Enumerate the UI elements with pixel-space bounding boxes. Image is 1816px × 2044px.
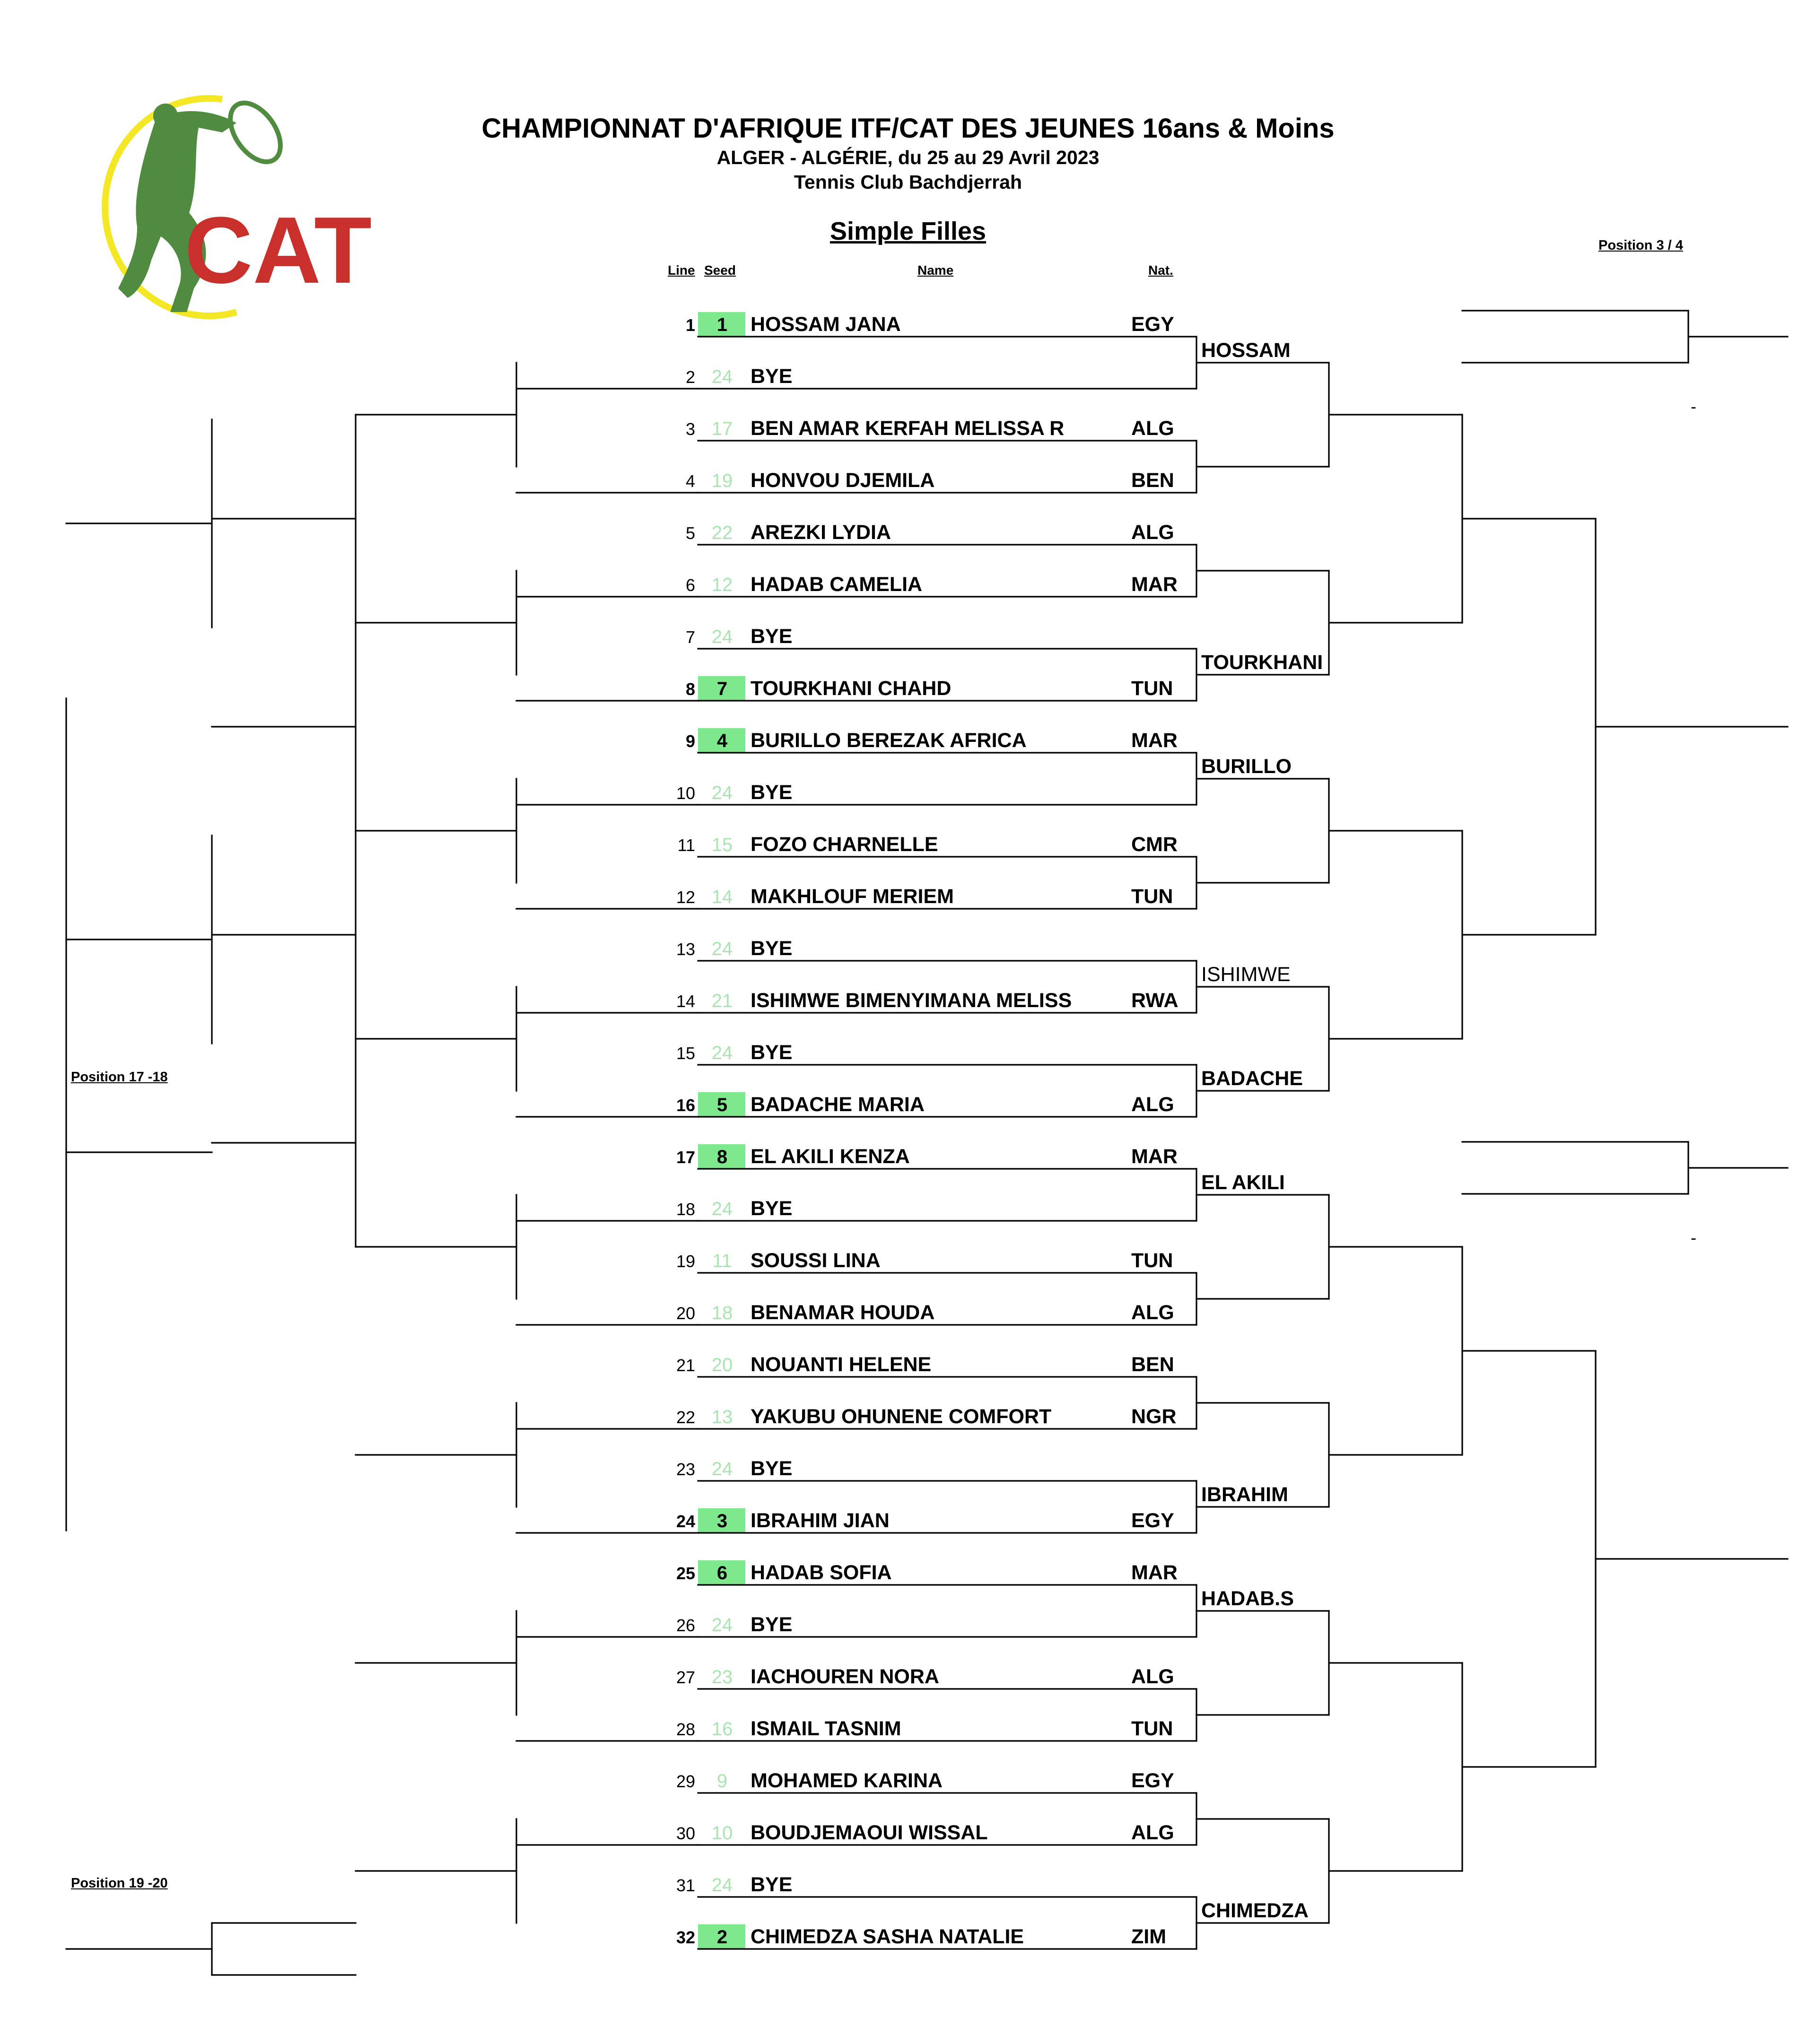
player-name: BYE xyxy=(751,937,793,960)
seed-number: 24 xyxy=(711,366,733,387)
player-nationality: ALG xyxy=(1131,1665,1174,1688)
column-header-seed: Seed xyxy=(704,263,736,278)
player-name: IBRAHIM JIAN xyxy=(751,1509,890,1532)
seed-number: 22 xyxy=(711,522,733,543)
player-nationality: CMR xyxy=(1131,833,1178,856)
line-number: 11 xyxy=(677,835,695,855)
seed-number: 7 xyxy=(716,678,728,699)
r1-winner-name: BURILLO xyxy=(1201,755,1292,778)
tournament-location-dates: ALGER - ALGÉRIE, du 25 au 29 Avril 2023 xyxy=(716,147,1100,168)
tournament-venue: Tennis Club Bachdjerrah xyxy=(794,171,1022,193)
player-nationality: TUN xyxy=(1131,1249,1173,1272)
player-nationality: BEN xyxy=(1131,469,1174,492)
seed-number: 23 xyxy=(711,1667,733,1687)
player-name: CHIMEDZA SASHA NATALIE xyxy=(751,1925,1024,1948)
player-name: HADAB CAMELIA xyxy=(751,573,923,596)
player-nationality: MAR xyxy=(1131,729,1178,752)
seed-number: 6 xyxy=(716,1563,728,1583)
player-nationality: EGY xyxy=(1131,313,1174,336)
position-3-4-label: Position 3 / 4 xyxy=(1598,238,1683,253)
player-name: BOUDJEMAOUI WISSAL xyxy=(751,1821,988,1844)
r1-winner-name: HADAB.S xyxy=(1201,1587,1294,1610)
seed-number: 24 xyxy=(711,626,733,647)
line-number: 3 xyxy=(685,419,695,439)
player-name: YAKUBU OHUNENE COMFORT xyxy=(751,1405,1052,1428)
player-nationality: EGY xyxy=(1131,1769,1174,1792)
player-name: SOUSSI LINA xyxy=(751,1249,881,1272)
tournament-title: CHAMPIONNAT D'AFRIQUE ITF/CAT DES JEUNES 16ans & Moins xyxy=(481,113,1335,144)
seed-number: 16 xyxy=(711,1719,733,1740)
line-number: 32 xyxy=(676,1928,695,1947)
r1-winner-name: CHIMEDZA xyxy=(1201,1899,1309,1922)
seed-number: 24 xyxy=(711,1615,733,1635)
seed-number: 19 xyxy=(711,470,733,491)
seed-number: 24 xyxy=(711,1043,733,1063)
line-number: 23 xyxy=(676,1460,695,1479)
player-name: BYE xyxy=(751,1457,793,1480)
r1-winner-name: HOSSAM xyxy=(1201,339,1291,362)
player-name: BYE xyxy=(751,365,793,388)
seed-number: 8 xyxy=(716,1147,728,1167)
player-name: HADAB SOFIA xyxy=(751,1561,892,1584)
player-nationality: ZIM xyxy=(1131,1925,1167,1948)
player-name: BURILLO BEREZAK AFRICA xyxy=(751,729,1027,752)
player-nationality: TUN xyxy=(1131,1717,1173,1740)
r1-winner-name: IBRAHIM xyxy=(1201,1483,1288,1506)
position-17-18-label: Position 17 -18 xyxy=(71,1070,168,1085)
line-number: 20 xyxy=(676,1304,695,1323)
line-number: 14 xyxy=(676,992,695,1011)
line-number: 28 xyxy=(676,1720,695,1739)
position-19-20-label: Position 19 -20 xyxy=(71,1876,168,1891)
player-nationality: TUN xyxy=(1131,677,1173,700)
player-nationality: MAR xyxy=(1131,1145,1178,1168)
seed-number: 1 xyxy=(716,314,728,335)
seed-number: 2 xyxy=(716,1927,728,1948)
player-name: MOHAMED KARINA xyxy=(751,1769,943,1792)
player-name: BYE xyxy=(751,781,793,804)
line-number: 25 xyxy=(676,1564,695,1583)
player-nationality: MAR xyxy=(1131,573,1178,596)
seed-number: 14 xyxy=(711,887,733,907)
seed-number: 10 xyxy=(711,1823,733,1844)
seed-number: 9 xyxy=(716,1771,728,1792)
player-name: BYE xyxy=(751,1873,793,1896)
player-name: BYE xyxy=(751,1613,793,1636)
seed-number: 24 xyxy=(711,939,733,959)
line-number: 10 xyxy=(676,783,695,803)
player-name: IACHOUREN NORA xyxy=(751,1665,939,1688)
seed-number: 17 xyxy=(711,418,733,439)
player-nationality: ALG xyxy=(1131,1093,1174,1116)
player-nationality: ALG xyxy=(1131,521,1174,544)
player-name: MAKHLOUF MERIEM xyxy=(751,885,954,908)
seed-number: 5 xyxy=(716,1095,728,1115)
player-nationality: RWA xyxy=(1131,989,1179,1012)
position-3-4-dash-2: - xyxy=(1691,1228,1696,1247)
player-name: BEN AMAR KERFAH MELISSA R xyxy=(751,417,1065,440)
player-name: ISHIMWE BIMENYIMANA MELISS xyxy=(751,989,1072,1012)
r1-winner-name: EL AKILI xyxy=(1201,1171,1285,1194)
player-nationality: ALG xyxy=(1131,417,1174,440)
player-name: HOSSAM JANA xyxy=(751,313,901,336)
line-number: 18 xyxy=(676,1200,695,1219)
column-header-nat: Nat. xyxy=(1148,263,1173,278)
player-name: EL AKILI KENZA xyxy=(751,1145,910,1168)
line-number: 13 xyxy=(676,939,695,959)
seed-number: 3 xyxy=(716,1511,728,1531)
line-number: 5 xyxy=(685,523,695,543)
line-number: 2 xyxy=(685,367,695,387)
player-nationality: BEN xyxy=(1131,1353,1174,1376)
seed-number: 12 xyxy=(711,574,733,595)
line-number: 17 xyxy=(676,1148,695,1167)
seed-number: 11 xyxy=(712,1251,732,1271)
column-header-line: Line xyxy=(668,263,695,278)
line-number: 22 xyxy=(676,1408,695,1427)
line-number: 26 xyxy=(676,1616,695,1635)
player-name: BENAMAR HOUDA xyxy=(751,1301,935,1324)
r1-winner-name: BADACHE xyxy=(1201,1067,1303,1090)
player-name: FOZO CHARNELLE xyxy=(751,833,938,856)
line-number: 9 xyxy=(685,731,695,751)
seed-number: 18 xyxy=(711,1303,733,1323)
line-number: 16 xyxy=(676,1096,695,1115)
seed-number: 4 xyxy=(716,731,728,751)
player-name: HONVOU DJEMILA xyxy=(751,469,935,492)
r1-winner-name: TOURKHANI xyxy=(1201,651,1323,674)
line-number: 4 xyxy=(685,471,695,491)
seed-number: 24 xyxy=(711,1875,733,1896)
line-number: 31 xyxy=(676,1876,695,1895)
line-number: 30 xyxy=(676,1824,695,1843)
player-name: TOURKHANI CHAHD xyxy=(751,677,952,700)
player-name: ISMAIL TASNIM xyxy=(751,1717,901,1740)
line-number: 15 xyxy=(676,1044,695,1063)
line-number: 6 xyxy=(685,575,695,595)
line-number: 21 xyxy=(676,1356,695,1375)
line-number: 19 xyxy=(676,1252,695,1271)
player-name: BADACHE MARIA xyxy=(751,1093,925,1116)
line-number: 1 xyxy=(685,315,695,335)
seed-number: 21 xyxy=(711,991,733,1011)
line-number: 8 xyxy=(685,679,695,699)
player-nationality: ALG xyxy=(1131,1301,1174,1324)
seed-number: 13 xyxy=(711,1407,733,1427)
player-nationality: ALG xyxy=(1131,1821,1174,1844)
position-3-4-dash: - xyxy=(1691,397,1696,416)
player-name: BYE xyxy=(751,625,793,648)
draw-name: Simple Filles xyxy=(829,217,987,245)
seed-number: 15 xyxy=(711,835,733,855)
line-number: 12 xyxy=(676,887,695,907)
r1-winner-name: ISHIMWE xyxy=(1201,963,1291,986)
line-number: 29 xyxy=(676,1772,695,1791)
player-nationality: EGY xyxy=(1131,1509,1174,1532)
seed-number: 20 xyxy=(711,1355,733,1375)
player-name: NOUANTI HELENE xyxy=(751,1353,932,1376)
player-name: BYE xyxy=(751,1041,793,1064)
column-header-name: Name xyxy=(917,263,954,278)
seed-number: 24 xyxy=(711,1459,733,1479)
line-number: 27 xyxy=(676,1668,695,1687)
player-nationality: MAR xyxy=(1131,1561,1178,1584)
seed-number: 24 xyxy=(711,1199,733,1219)
logo-text: CAT xyxy=(184,198,372,303)
player-name: BYE xyxy=(751,1197,793,1220)
line-number: 24 xyxy=(676,1512,695,1531)
line-number: 7 xyxy=(685,627,695,647)
player-name: AREZKI LYDIA xyxy=(751,521,891,544)
player-nationality: TUN xyxy=(1131,885,1173,908)
player-nationality: NGR xyxy=(1131,1405,1177,1428)
seed-number: 24 xyxy=(711,783,733,803)
